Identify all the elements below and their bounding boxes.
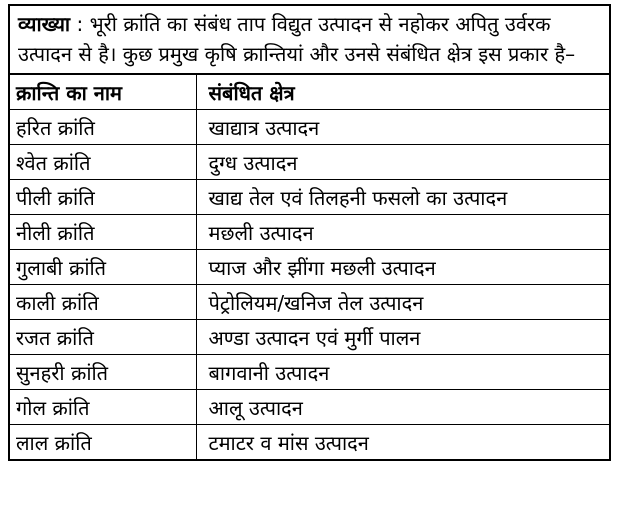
cut-off-next-line bbox=[0, 506, 620, 512]
header-revolution-name: क्रान्ति का नाम bbox=[10, 75, 196, 110]
related-area: खाद्य तेल एवं तिलहनी फसलो का उत्पादन bbox=[196, 180, 609, 215]
revolution-box bbox=[8, 4, 611, 461]
revolution-name: हरित क्रांति bbox=[10, 110, 196, 145]
revolution-name: पीली क्रांति bbox=[10, 180, 196, 215]
explanation-paragraph bbox=[10, 6, 609, 75]
related-area: मछली उत्पादन bbox=[196, 215, 609, 250]
table-row bbox=[10, 110, 609, 145]
related-area: बागवानी उत्पादन bbox=[196, 355, 609, 390]
revolution-name: श्वेत क्रांति bbox=[10, 145, 196, 180]
revolution-table bbox=[10, 75, 609, 459]
revolution-name: काली क्रांति bbox=[10, 285, 196, 320]
explanation-lead: व्याख्या bbox=[18, 12, 71, 36]
related-area: टमाटर व मांस उत्पादन bbox=[196, 425, 609, 460]
related-area: आलू उत्पादन bbox=[196, 390, 609, 425]
table-row bbox=[10, 145, 609, 180]
table-header-row bbox=[10, 75, 609, 110]
related-area: दुग्ध उत्पादन bbox=[196, 145, 609, 180]
table-row bbox=[10, 390, 609, 425]
table-row bbox=[10, 355, 609, 390]
explanation-text: : भूरी क्रांति का संबंध ताप विद्युत उत्पादन से नहोकर अपितु उर्वरक उत्पादन से है। कुछ प्रमुख कृषि क्रान्तियां और उनसे संबंधित क्षेत्र इस प्रकार है– bbox=[18, 12, 576, 66]
table-row bbox=[10, 425, 609, 460]
revolution-name: नीली क्रांति bbox=[10, 215, 196, 250]
table-row bbox=[10, 320, 609, 355]
related-area: अण्डा उत्पादन एवं मुर्गी पालन bbox=[196, 320, 609, 355]
revolution-name: सुनहरी क्रांति bbox=[10, 355, 196, 390]
revolution-name: गोल क्रांति bbox=[10, 390, 196, 425]
revolution-name: रजत क्रांति bbox=[10, 320, 196, 355]
table-row bbox=[10, 180, 609, 215]
revolution-name: गुलाबी क्रांति bbox=[10, 250, 196, 285]
related-area: प्याज और झींगा मछली उत्पादन bbox=[196, 250, 609, 285]
table-row bbox=[10, 215, 609, 250]
revolution-name: लाल क्रांति bbox=[10, 425, 196, 460]
related-area: पेट्रोलियम/खनिज तेल उत्पादन bbox=[196, 285, 609, 320]
table-row bbox=[10, 285, 609, 320]
header-related-area: संबंधित क्षेत्र bbox=[196, 75, 609, 110]
related-area: खाद्यात्र उत्पादन bbox=[196, 110, 609, 145]
table-row bbox=[10, 250, 609, 285]
